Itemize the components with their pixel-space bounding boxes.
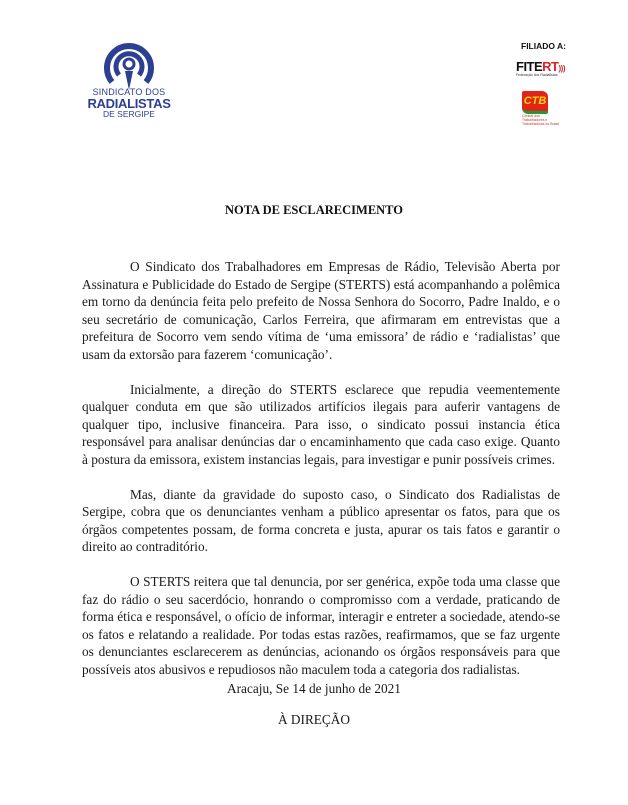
document-body	[82, 258, 560, 695]
ctb-logo	[522, 91, 548, 114]
place-date: Aracaju, Se 14 de junho de 2021	[227, 681, 401, 696]
signal-icon: )))	[558, 64, 566, 73]
logo-line-3: DE SERGIPE	[103, 109, 155, 119]
sindicato-logo	[84, 38, 174, 118]
fitert-name-accent: RT	[542, 59, 559, 74]
logo-line-2: RADIALISTAS	[87, 96, 171, 111]
paragraph: O Sindicato dos Trabalhadores em Empresas de Rádio, Televisão Aberta por Assinatura e Publicidade do Estado de Sergipe (STERTS) está acompanhando a polêmica em torno da denúncia feita pelo prefeito de Nossa Senhora do Socorro, Padre Inaldo, e o seu secretário de comunicação, Carlos Ferreira, que afirmaram em entrevistas que a prefeitura de Socorro vem sendo vítima de ‘uma emissora’ de rádio e ‘radialistas’ que usam da extorsão para fazerem ‘comunicação’.	[82, 259, 560, 362]
ctb-subtitle: Central dos Trabalhadores e Trabalhadoras do Brasil	[522, 114, 560, 126]
logo-line-1: SINDICATO DOS	[92, 87, 166, 97]
fitert-subtitle: Federação dos Radialistas	[516, 73, 558, 77]
signature: À DIREÇÃO	[277, 712, 351, 727]
paragraph: Mas, diante da gravidade do suposto caso, o Sindicato dos Radialistas de Sergipe, cobra que os denunciantes venham a público apresentar os fatos, para que os órgãos competentes possam, de forma concreta e justa, apurar os tais fatos e garantir o direito ao contraditório.	[82, 486, 560, 555]
ctb-name: CTB	[523, 95, 547, 107]
fitert-name-main: FITE	[516, 59, 543, 74]
radio-antenna-icon	[98, 38, 160, 90]
paragraph: O STERTS reitera que tal denuncia, por ser genérica, expõe toda uma classe que faz do rádio o seu sacerdócio, honrando o compromisso com a verdade, praticando de forma ética e responsável, o ofício de informar, interagir e entreter a sociedade, atendo-se os fatos e relatando a realidade. Por todas estas razões, reafirmamos, que se faz urgente os denunciantes esclarecerem as denúncias, acionando os órgãos responsáveis para que possíveis atos abusivos e repudiosos não maculem toda a categoria dos radialistas.	[82, 573, 560, 677]
fitert-logo	[516, 59, 572, 81]
document-title: NOTA DE ESCLARECIMENTO	[224, 203, 404, 217]
paragraph: Inicialmente, a direção do STERTS esclarece que repudia veementemente qualquer conduta em que são utilizados artifícios ilegais para auferir vantagens de qualquer tipo, inclusive financeira. Para isso, o sindicato possui instancia ética responsável para analisar denúncias dar o encaminhamento que cada caso exige. Quanto à postura da emissora, existem instancias legais, para investigar e punir possíveis crimes.	[82, 381, 560, 467]
affiliation-label: FILIADO A:	[521, 41, 567, 51]
